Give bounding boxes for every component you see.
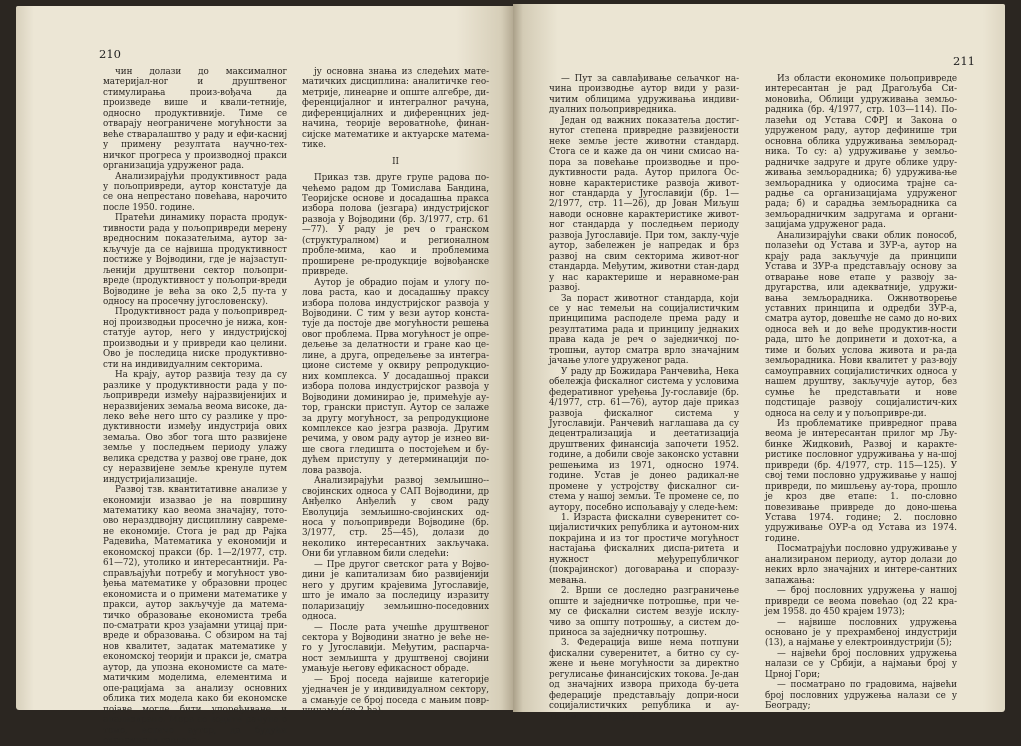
paragraph: Анализирајући развој земљишно--својинских односа у САП Војводини, др Анђелко Анђелић у свом раду Еволуција земљишно-својинских од-носа у пољопривреди Војводине (бр. 3/1977, стр. 25—45), долази до неколико интересантних закључака. Они би углавном били следећи: xyxy=(302,476,489,560)
paragraph: Пратећи динамику пораста продук-тивности рада у пољопривреди мерену вредносним показатељима, аутор за-кључује да се највиша продуктивност постиже у Војводини, где је најзаступ-љенији друштвени сектор пољопри-вреде (продуктивност у пољопри-вреди Војводине је већа за око 2,5 пу-та у односу на просечну југословенску). xyxy=(103,213,287,307)
left-page-column-2 xyxy=(302,67,489,717)
paragraph: Приказ тзв. друге групе радова по-чећемо радом др Томислава Бандина, Теоријске основе и досадашња пракса избора полова (језгара) индустријског развоја у Војводини (бр. 3/1977, стр. 61—77). У раду је реч о гранском (структуралном) и регионалном пробле-мима, као и проблемима проширене ре-продукције војвођанске привреде. xyxy=(302,173,489,278)
section-heading: II xyxy=(392,156,399,167)
paragraph: Из проблематике привредног права веома је интересантан прилог мр Љу-бинке Жидковић, Развој и каракте-ристике пословног удруживања у на-шој привреди (бр. 4/1977, стр. 115—125). У свој теми пословно удруживање у нашој привреди, по мишљењу ау-тора, прошло је кроз две етапе: 1. по-словно повезивање привреде до доно-шења Устава 1974. године; 2. пословно удруживање ОУР-а од Устава из 1974. године. xyxy=(765,418,957,544)
paragraph: За пораст животног стандарда, који се у нас темељи на социјалистичким принципима расподеле према раду и резултатима рада и принципу једнаких права када је реч о заједничкој по-трошњи, аутор сматра врло значајним јачање улоге удруженог рада. xyxy=(549,293,739,367)
left-page-column-1 xyxy=(103,67,287,746)
paragraph: — После рата учешће друштвеног сектора у Војводини знатно је веће не-го у Југославији. Међутим, распарча-ност земљишта у друштвеној својини умањује његову ефикасност обраде. xyxy=(302,622,489,675)
paragraph: — посматрано по градовима, највећи број пословних удружења налази се у Београду; xyxy=(765,680,957,712)
paragraph: ју основна знања из следећих мате-матичких дисциплина: аналитичке гео-метрије, линеарне и опште алгебре, ди-ференцијалног и интегралног рачуна, диференцијалних и диференцних јед-начина, теорије вероватноће, финан-сијске математике и актуарске матема-тике. xyxy=(302,67,489,151)
left-page xyxy=(16,6,513,746)
paragraph: — Пут за савлађивање сељачког на-чина производње аутор види у рази-читим облицима удруживања индиви-дуалних пољопривредника. xyxy=(549,74,739,116)
paragraph: На крају, аутор развија тезу да су разлике у продуктивности рада у по-љопривреди између најразвијенијих и неразвијених земаља веома високе, да-леко веће него што су разлике у про-дуктивности између индустрија ових земаља. Ово због тога што развијене земље у последњем периоду улажу велика средства у развој ове гране, док су неразвијене земље кренуле путем индустријализације. xyxy=(103,370,287,485)
paragraph: У раду др Божидара Ранчевића, Нека обележја фискалног система у условима федеративног уређења Ју-гославије (бр. 4/1977, стр. 61—76), аутор даје приказ развоја фискалног система у Југославији. Ранчевић наглашава да су децентрализација и деетатизација друштвених финансија започети 1952. године, а добили своје законско уставни решењима из 1971, односно 1974. године. Устав је донео радикал-не промене у устројству фискалног си-стема у нашој земљи. Те промене се, по аутору, посебно испољавају у следе-ћем: xyxy=(549,366,739,513)
paragraph: Развој тзв. квантитативне анализе у економији изазвао је на површину математику као веома значајну, тото-ово неразддвојну дисциплину савреме-не економије. Стога је рад др Рајка Радевића, Математика у економији и економској пракси (бр. 1—2/1977, стр. 61—72), утолико и интересантнији. Ра-справљајући потребу и могућност уво-ђења математике у образовни процес економиста и о примени математике у пракси, аутор закључује да матема-тичко образовање економиста треба по-сматрати кроз узајамни утицај при-вреде и образовања. С обзиром на тај нов квалитет, задатак математике у економској теорији и пракси је, сматра аутор, да упозна економисте са мате-матичким моделима, елементима и опе-рацијама за анализу основних облика тих модела како би економске појаве могле бити упоређиване и анализиране. Мора се водити рачуна о томе, истиче аутор, да будући економисти савлада- xyxy=(103,485,287,746)
paragraph: — Број поседа највише категорије уједначен је у индивидуалном сектору, а смањује се број поседа с мањим повр-шинама (до 2 ha). xyxy=(302,674,489,717)
paragraph: Један од важних показатеља достиг-нутог степена привредне развијености неке земље јесте животни стандард. Стога се и каже да он чини смисао на-пора за повећање производње и про-дуктивности рада. Аутор прилога Ос-новне карактеристике развоја живот-ног стандарда у Југославији (бр. 1—2/1977, стр. 11—26), др Јован Миљуш наводи основне карактеристике живот-ног стандарда у последњем периоду развоја Југославије. При том, заклу-чује аутор, забележен је напредак и брз развој на свим секторима живот-ног стандарда. Међутим, животни стан-дард у нас карактерише и неравноме-ран развој. xyxy=(549,115,739,294)
paragraph: чин долази до максималног материјал-ног и друштвеног стимулирања произ-вођача да произведе више и квали-тетније, односно продуктивније. Тиме се отварају неограничене могућности за веће стваралаштво у раду и ефи-касниј у примену резултата научно-тех-ничког прогреса у производној пракси организација удруженог рада. xyxy=(103,67,287,172)
right-page-number: 211 xyxy=(953,54,975,68)
paragraph: Посматрајући пословно удруживање у анализираном периоду, аутор долази до неких врло значајних и интере-сантних запажања: xyxy=(765,544,957,586)
paragraph: Анализирајући сваки облик понособ, полазећи од Устава и ЗУР-а, аутор на крају рада закључује да принципи Устава и ЗУР-а представљају основу за отварање нове етапе у развоју за-другарства, или адекватније, удружи-вања земљорадника. Ожнвотворење уставних принципа и одредби ЗУР-а, сматра аутор, довешће не само до но-вих односа већ и до веће продуктив-ности рада, што ће допринети и дохот-ка, а тиме и бољих услова живота и ра-да земљорадника. Нови квалитет у раз-воју самоуправних социјалистичких односа у нашем друштву, закључује аутор, без сумње ће представљати и нове подстицаје развоју социјалистич-ких односа на селу и у пољопривре-ди. xyxy=(765,230,957,419)
paragraph: Продуктивност рада у пољопривред-ној производњи просечно је нижа, кон-статује аутор, него у индустријској производњи и у привреди као целини. Ово је последица ниске продуктивно-сти на индивидуалним секторима. xyxy=(103,307,287,370)
paragraph: 2. Врши се доследно разграничење опште и заједничке потрошње, при че-му се фискални систем везује исклу-чиво за општу потрошњу, а систем до-приноса за заједничку потрошњу. xyxy=(549,586,739,639)
right-page-column-1 xyxy=(549,74,739,722)
paragraph: — Пре другог светског рата у Војво-дини је капитализам био развијенији него у другим крајевима Југославије, што је имало за последицу изразиту поларизацију земљишно-поседовних односа. xyxy=(302,559,489,623)
paragraph: — највише пословних удружења основано је у прехрамбеној индустрији (13), а најмање у електроиндустрији (5); xyxy=(765,617,957,649)
paragraph: Из области економике пољопривреде интересантан је рад Драгољуба Си-моновића, Облици удруживања земљо-радника (бр. 4/1977, стр. 103—114). По-лазећи од Устава СФРЈ и Закона о удруженом раду, аутор дефинише три основна облика удруживања земљорад-ника. То су: а) удруживање у земљо-радничке задруге и друге облике удру-живања земљорадника; б) удружива-ње земљорадника у одиосима трајне са-радње са организацијама удруженог рада; б) и сарадња земљорадника са земљорадничким задругама и органи-зацијама удруженог рада. xyxy=(765,74,957,231)
paragraph: — број пословних удружења у нашој привреди се веома повећао (од 22 кра-јем 1958. до 450 крајем 1973); xyxy=(765,586,957,618)
paragraph: Анализирајући продуктивност рада у пољопривреди, аутор констатује да се она непрестано повећава, нарочито после 1950. године. xyxy=(103,171,287,213)
left-page-number: 210 xyxy=(99,47,121,61)
paragraph: 1. Израста фискални суверенитет со-цијалистичких република и аутоном-них покрајина и из тог простиче могућност настајања фискалних диспа-ритета и нужност међурепубличког (покрајинског) договарања и споразу-мевања. xyxy=(549,513,739,586)
right-page-column-2 xyxy=(765,74,957,712)
right-page xyxy=(513,4,1005,722)
paragraph: — највећи број пословних удружења налази се у Србији, а најмањи број у Црној Гори; xyxy=(765,648,957,680)
paragraph: 3. Федерација више нема потпуни фискални суверенитет, а битно су су-жене и њене могућности за директно регулисање финансијских токова. Је-дан од значајних извора прихода бу-џета федерације представљају допри-носи социјалистичких република и ау-тономних покрајина. xyxy=(549,638,739,722)
paragraph: Аутор је обрадио појам и улогу по-лова раста, као и досадашњу праксу избора полова индустријског развоја у Војводини. С тим у вези аутор конста-тује да постоје две могућности решења овог проблема. Прва могућност је опре-дељење за делатности и гране као це-лине, а друга, опредељење за интегра-ционе системе у оквиру репродукцио-них комплекса. У досадашњој пракси избора полова индустријског развоја у Војводини доминирао је, примећује ау-тор, грански приступ. Аутор се залаже за другу могућност, за репродукционе комплексе као језгра развоја. Другим речима, у овом раду аутор је изнео ви-ше свога гледишта о постојећем и бу-дућем приступу у детерминацији по-лова развоја. xyxy=(302,277,489,476)
